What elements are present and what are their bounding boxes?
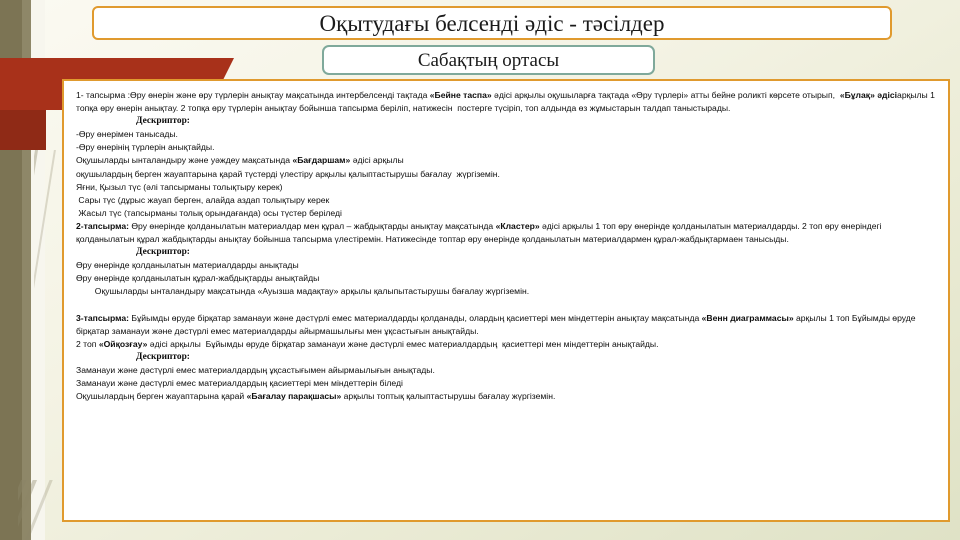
paragraph-bagdarsham-1: Оқушыларды ынталандыру және уәждеу мақсатында «Бағдаршам» әдісі арқылы [76, 155, 404, 166]
paragraph-task3-group2: 2 топ «Ойқозғау» әдісі арқылы Бұйымды өруде бірқатар заманауи және дәстүрлі емес материалдардың қасиеттері мен міндеттерін анықтайды. [76, 338, 659, 349]
emphasis-term: «Кластер» [495, 220, 540, 231]
emphasis-term: «Бағалау парақшасы» [246, 391, 342, 402]
paragraph-descriptor-3-a: Заманауи және дәстүрлі емес материалдардың ұқсастығымен айырмаылығын анықтады. [76, 364, 435, 375]
content-panel [62, 79, 950, 522]
slide-title-box [92, 6, 892, 40]
emphasis-term: 2-тапсырма: [76, 220, 129, 231]
paragraph-task2-intro: 2-тапсырма: Өру өнерінде қолданылатын материалдар мен құрал – жабдықтарды анықтау мақсатында «Кластер» әдісі арқылы 1 топ өру өнерінде қолданылатын материалдарды. 2 топ өру өнеріндегі қолданылатын құрал жабдықтарды анықтау бойынша тапсырма үлестіремін. Натижесінде топтар өру өнерінде қолданылатын материалдармен құрал-жабдықтармаен танысыды. [76, 220, 884, 245]
paragraph-color-red: Яғни, Қызыл түс (әлі тапсырманы толықтыру керек) [76, 181, 283, 192]
slide-subtitle: Сабақтың ортасы [417, 49, 560, 71]
slide-title: Оқытудағы белсенді әдіс - тәсілдер [319, 10, 665, 36]
slide-subtitle-box [322, 45, 655, 75]
paragraph-bagalau-parakshasy: Оқушылардың берген жауаптарына қарай «Бағалау парақшасы» арқылы топтық қалыптастырушы бағалау жүргіземін. [76, 391, 556, 402]
paragraph-color-yellow: Сары түс (дұрыс жауап берген, алайда аздап толықтыру керек [76, 194, 330, 205]
emphasis-term: «Венн диаграммасы» [701, 312, 794, 323]
emphasis-term: 3-тапсырма: [76, 312, 129, 323]
paragraph-descriptor-1-a: -Өру өнерімен танысады. [76, 129, 178, 140]
emphasis-term: Дескриптор: [136, 116, 190, 127]
lesson-body-text [76, 89, 938, 403]
paragraph-descriptor-3-heading [76, 351, 938, 364]
decorative-red-banner-tail [0, 110, 46, 150]
emphasis-term: Дескриптор: [136, 247, 190, 258]
paragraph-task3-intro: 3-тапсырма: Бұйымды өруде бірқатар заманауи және дәстүрлі емес материалдарды қолданады, олардың қасиеттері мен міндеттерін анықтау мақсатында «Венн диаграммасы» арқылы 1 топ Бұйымды өруде бірқатар заманауи және дәстүрлі емес материалдарды айырмашылығы мен ұқсастығын анықтайды. [76, 312, 918, 336]
emphasis-term: «Ойқозғау» [98, 338, 148, 349]
paragraph-task1-intro: 1- тапсырма :Өру өнерін және өру түрлерін анықтау мақсатында интербелсенді тақтада «Бейне таспа» әдісі арқылы оқушыларға тақтада «Өру түрлері» атты бейне роликті көрсете отырып, «Бұлақ» әдісіарқылы 1 топқа өру өнерін анықтау. 2 топқа өру түрлерін анықтау бойынша тапсырма беріліп, натижесін постерге түсіріп, топ алдында өз жұмыстарын талдап таныстырады. [76, 90, 938, 114]
paragraph-descriptor-2-b: Өру өнерінде қолданылатын құрал-жабдықтарды анықтайды [76, 273, 320, 284]
paragraph-descriptor-1-b: -Өру өнерінің түрлерін анықтайды. [76, 142, 215, 153]
emphasis-term: «Бағдаршам» [292, 155, 351, 166]
emphasis-term: «Бұлақ» әдісі [839, 90, 898, 100]
paragraph-descriptor-1-heading [76, 115, 938, 128]
emphasis-term: «Бейне таспа» [429, 90, 492, 100]
paragraph-descriptor-3-b: Заманауи және дәстүрлі емес материалдардың қасиеттері мен міндеттерін біледі [76, 377, 403, 388]
paragraph-descriptor-2-a: Өру өнерінде қолданылатын материалдарды анықтады [76, 260, 299, 271]
paragraph-descriptor-2-heading [76, 246, 938, 259]
paragraph-auyzsha: Оқушыларды ынталандыру мақсатында «Ауызша мадақтау» арқылы қалыпытастырушы бағалау жүргіземін. [90, 286, 530, 297]
emphasis-term: Дескриптор: [136, 351, 190, 362]
paragraph-bagdarsham-2: оқушылардың берген жауаптарына қарай түстерді үлестіру арқылы қалыптастырушы бағалау жүргіземін. [76, 168, 500, 179]
paragraph-color-green: Жасыл түс (тапсырманы толық орындағанда) осы түстер беріледі [76, 207, 342, 218]
